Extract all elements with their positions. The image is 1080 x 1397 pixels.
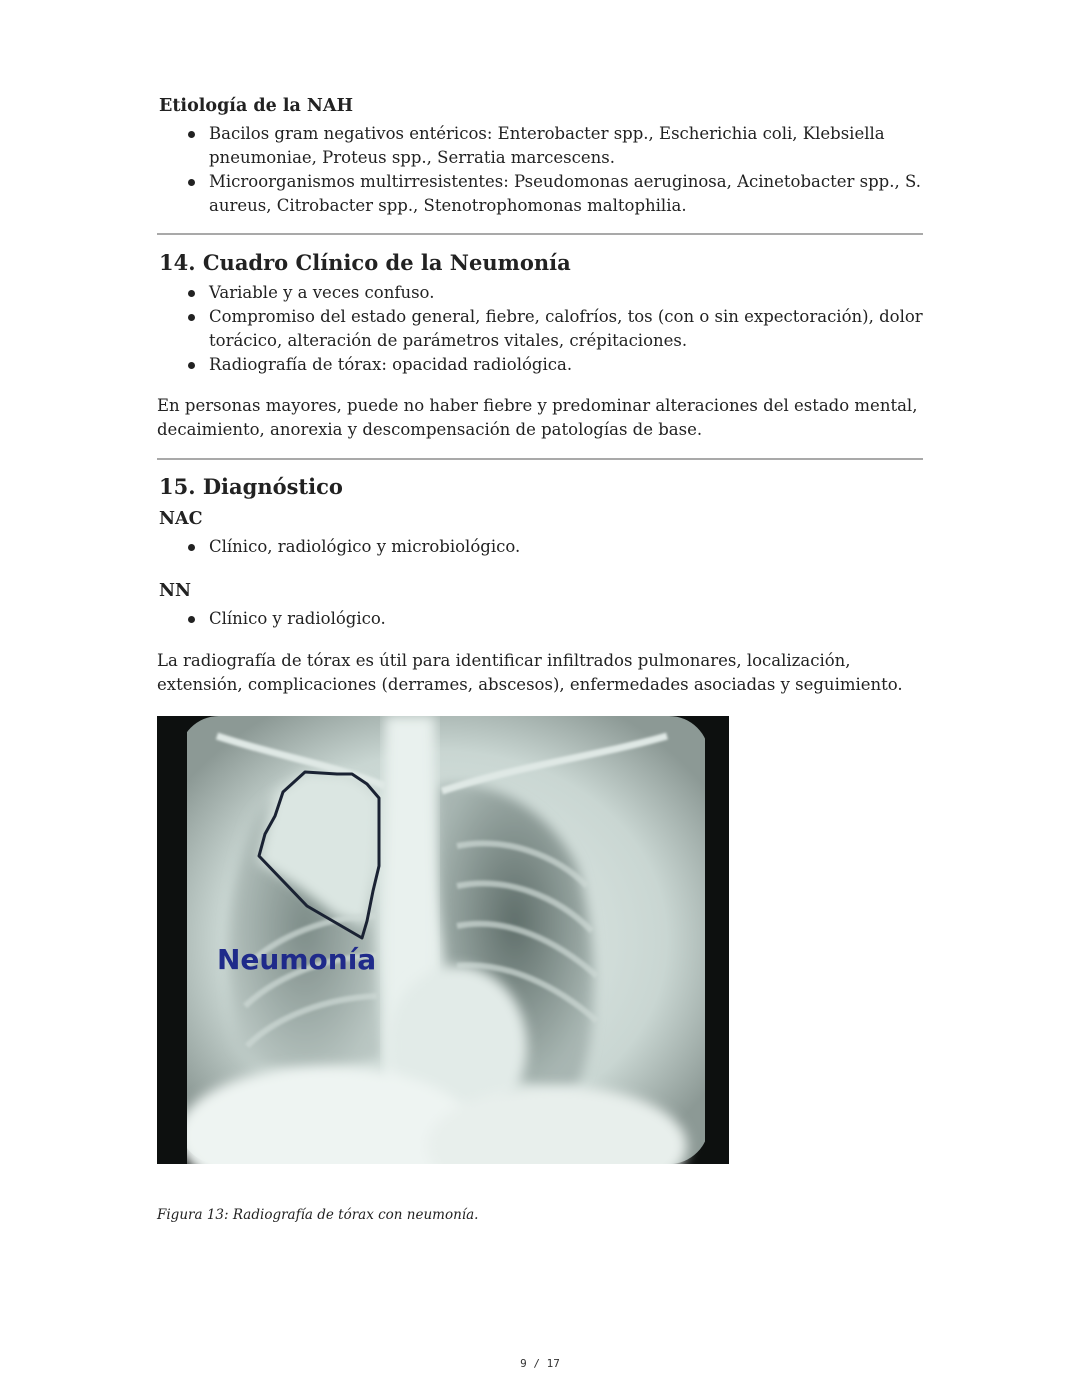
figure-caption: Figura 13: Radiografía de tórax con neumonía. [157,1207,479,1223]
bullet-icon [188,131,195,138]
divider [157,458,923,460]
section-heading-cuadro-clinico: 14. Cuadro Clínico de la Neumonía [159,250,571,275]
list-item: Variable y a veces confuso. [157,281,923,305]
nn-list [157,607,923,631]
bullet-icon [188,616,195,623]
xray-illustration [157,716,729,1164]
list-item: Radiografía de tórax: opacidad radiológica. [157,353,923,377]
bullet-icon [188,179,195,186]
bullet-icon [188,314,195,321]
bullet-icon [188,544,195,551]
cuadro-clinico-list [157,281,923,377]
list-item: Bacilos gram negativos entéricos: Enterobacter spp., Escherichia coli, Klebsiella pneumoniae, Proteus spp., Serratia marcescens. [157,122,923,170]
list-item: Compromiso del estado general, fiebre, calofríos, tos (con o sin expectoración), dolor torácico, alteración de parámetros vitales, crépitaciones. [157,305,923,353]
paragraph-personas-mayores: En personas mayores, puede no haber fiebre y predominar alteraciones del estado mental, decaimiento, anorexia y descompensación de patologías de base. [157,396,918,439]
section-heading-diagnostico: 15. Diagnóstico [159,474,343,499]
bullet-icon [188,290,195,297]
chest-xray-image [157,716,729,1164]
page-number: 9 / 17 [520,1357,560,1370]
list-item: Clínico y radiológico. [157,607,923,631]
nac-list [157,535,923,559]
paragraph-radiografia: La radiografía de tórax es útil para identificar infiltrados pulmonares, localización, extensión, complicaciones (derrames, abscesos), enfermedades asociadas y seguimiento. [157,651,903,694]
list-item: Clínico, radiológico y microbiológico. [157,535,923,559]
subheading-nac: NAC [159,509,203,529]
bullet-icon [188,362,195,369]
subheading-etiologia-nah: Etiología de la NAH [159,96,354,116]
svg-text:Neumonía: Neumonía [217,943,377,976]
etiologia-list [157,122,923,218]
divider [157,233,923,235]
list-item: Microorganismos multirresistentes: Pseudomonas aeruginosa, Acinetobacter spp., S. aureus, Citrobacter spp., Stenotrophomonas maltophilia. [157,170,923,218]
subheading-nn: NN [159,581,191,601]
